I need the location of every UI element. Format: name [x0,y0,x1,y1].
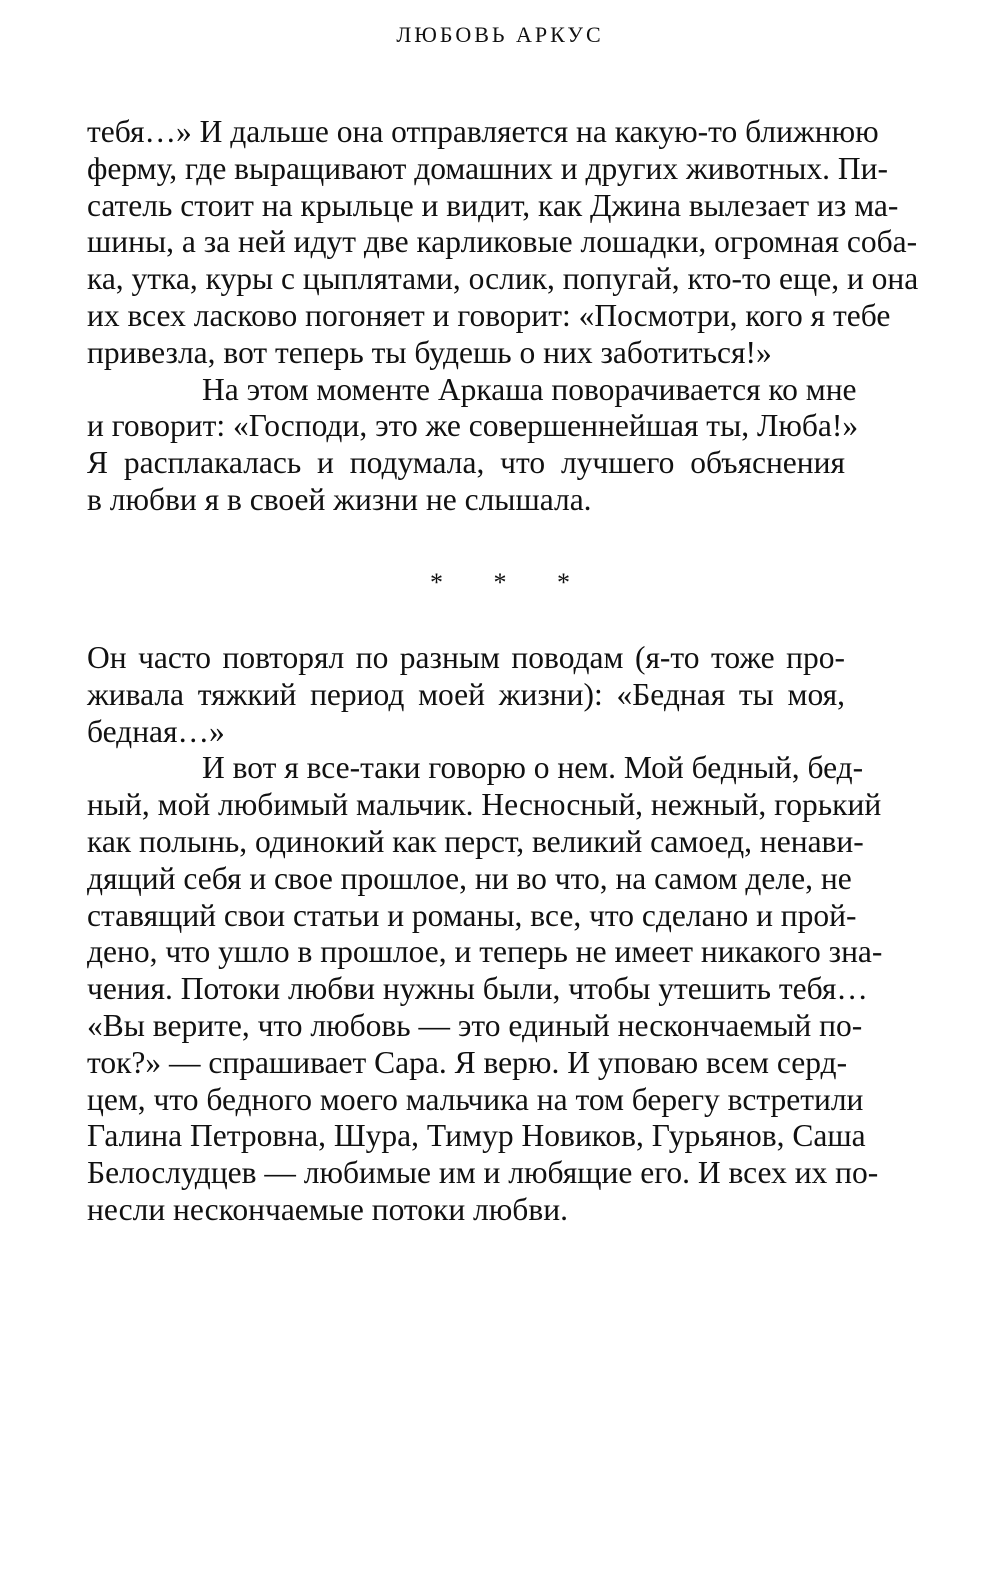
running-title: ЛЮБОВЬ АРКУС [396,22,604,47]
text-line: ный, мой любимый мальчик. Несносный, нежный, горький [87,787,882,823]
text-line: дящий себя и свое прошлое, ни во что, на самом деле, не [87,860,852,896]
text-line: бедная…» [87,713,225,749]
text-line: несли нескончаемые потоки любви. [87,1191,568,1227]
paragraph-block-2 [87,640,883,1229]
text-line: Галина Петровна, Шура, Тимур Новиков, Гурьянов, Саша [87,1118,866,1154]
text-line: чения. Потоки любви нужны были, чтобы утешить тебя… [87,971,868,1007]
text-line: Я расплакалась и подумала, что лучшего объяснения [87,445,845,481]
text-line: живала тяжкий период моей жизни): «Бедная ты моя, [87,676,845,712]
text-line: тебя…» И дальше она отправляется на какую-то ближнюю [87,114,879,149]
text-line: «Вы верите, что любовь — это единый нескончаемый по- [87,1007,863,1043]
section-separator: * * * [430,568,592,597]
text-line: ка, утка, куры с цыплятами, ослик, попугай, кто-то еще, и она [87,261,919,297]
paragraph-block-1 [87,114,919,519]
text-line: цем, что бедного моего мальчика на том берегу встретили [87,1081,864,1117]
text-line: И вот я все-таки говорю о нем. Мой бедный, бед- [202,750,864,786]
text-line: и говорит: «Господи, это же совершеннейшая ты, Люба!» [87,408,859,444]
text-line: ферму, где выращивают домашних и других животных. Пи- [87,150,888,186]
text-line: Белослудцев — любимые им и любящие его. И всех их по- [87,1155,879,1191]
text-line: Он часто повторял по разным поводам (я-то тоже про- [87,640,845,675]
text-line: ток?» — спрашивает Сара. Я верю. И уповаю всем серд- [87,1044,848,1080]
text-line: как полынь, одинокий как перст, великий самоед, ненави- [87,823,864,859]
text-line: в любви я в своей жизни не слышала. [87,481,592,517]
text-line: их всех ласково погоняет и говорит: «Посмотри, кого я тебе [87,297,891,333]
text-line: На этом моменте Аркаша поворачивается ко мне [202,371,857,407]
text-line: ставящий свои статьи и романы, все, что сделано и прой- [87,897,857,933]
text-line: сатель стоит на крыльце и видит, как Джина вылезает из ма- [87,187,899,223]
text-line: привезла, вот теперь ты будешь о них заботиться!» [87,334,772,370]
text-line: шины, а за ней идут две карликовые лошадки, огромная соба- [87,224,918,260]
text-line: дено, что ушло в прошлое, и теперь не имеет никакого зна- [87,934,883,970]
